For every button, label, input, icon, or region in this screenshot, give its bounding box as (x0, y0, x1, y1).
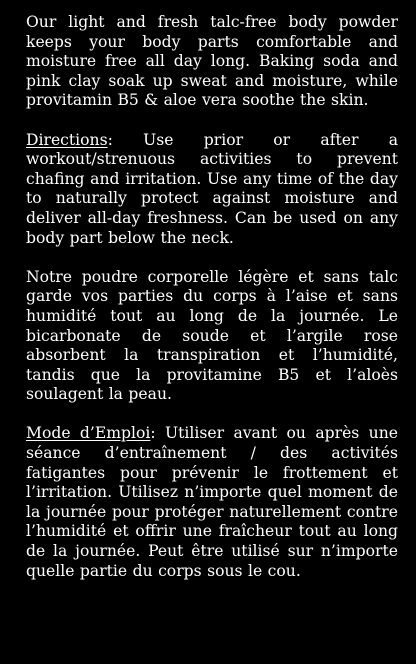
english-directions (26, 131, 398, 249)
english-directions-heading: Directions (26, 130, 108, 149)
french-directions-text: Utiliser avant ou après une séance d’entraînement / des activités fatigantes pour prévenir le frottement et l’irritation. Utilisez n’importe quel moment de la journée pour protéger naturellement contre l’humidité et offrir une fraîcheur tout au long de la journée. Peut être utilisé sur n’importe quelle partie du corps sous le cou. (26, 424, 398, 580)
english-directions-colon: : (107, 130, 113, 149)
english-description: Our light and fresh talc-free body powder keeps your body parts comfortable and moisture free all day long. Baking soda and pink clay soak up sweat and moisture, while provitamin B5 & aloe vera soothe the skin. (26, 13, 398, 110)
french-directions (26, 424, 398, 581)
french-directions-heading: Mode d’Emploi (26, 424, 151, 443)
french-description: Notre poudre corporelle légère et sans talc garde vos parties du corps à l’aise et sans humidité tout au long de la journée. Le bicarbonate de soude et l’argile rose absorbent la transpiration et l’humidité, tandis que la provitamine B5 et l’aloès soulagent la peau. (26, 267, 398, 404)
english-directions-text: Use prior or after a workout/strenuous activities to prevent chafing and irritation. Use any time of the day to naturally protect against moisture and deliver all-day freshness. Can be used on any body part below the neck. (26, 130, 398, 247)
french-directions-colon: : (150, 424, 156, 443)
